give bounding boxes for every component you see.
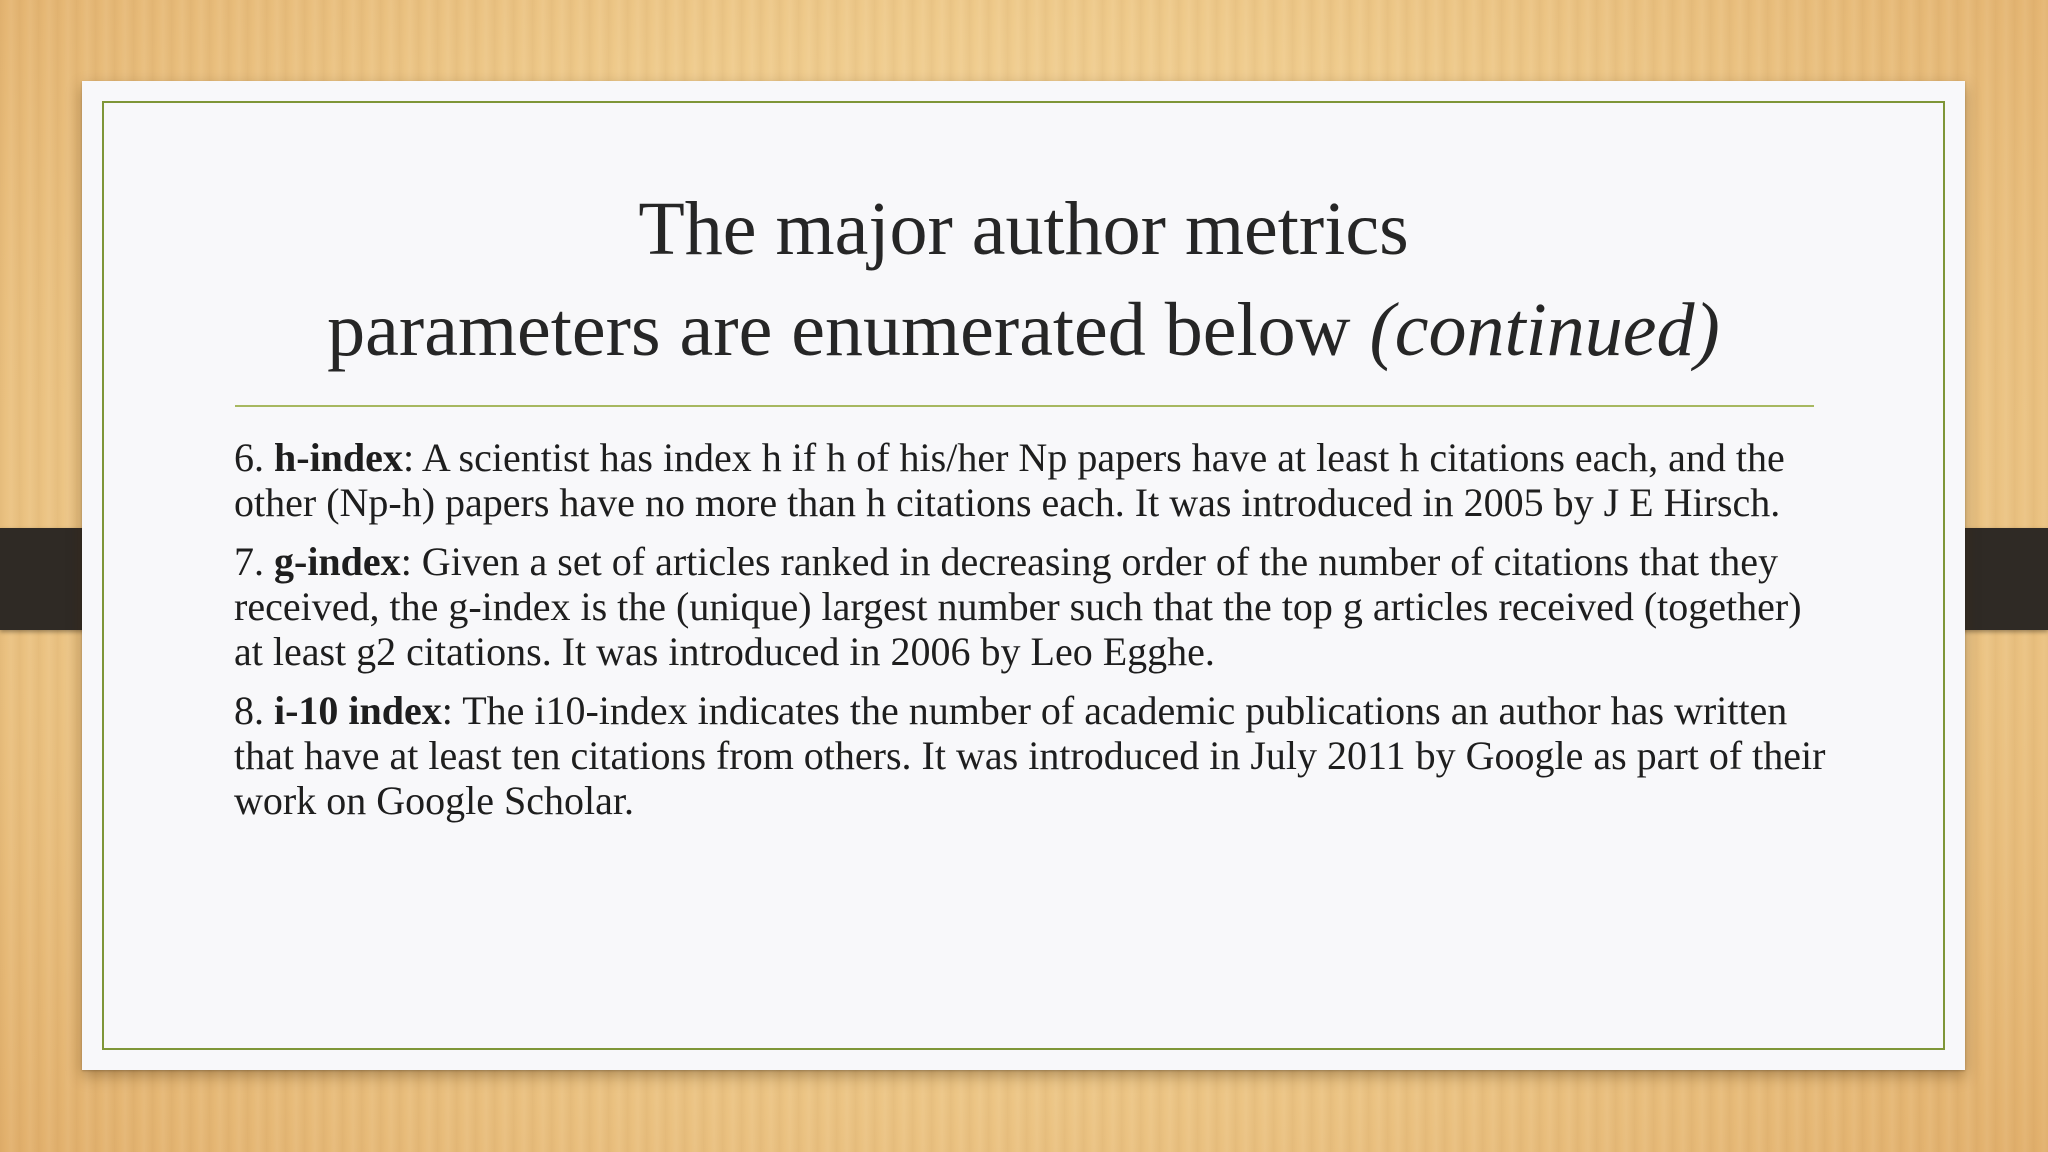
list-item-i10-index	[234, 688, 1834, 823]
item-number: 8.	[234, 688, 264, 733]
list-item-h-index	[234, 435, 1834, 525]
title-suffix: (continued)	[1369, 288, 1720, 372]
title-line-2-text: parameters are enumerated below	[327, 288, 1351, 372]
item-text: : The i10-index indicates the number of academic publications an author has written that have at least ten citations from others. It was introduced in July 2011 by Google as part of their work on Google Scholar.	[234, 688, 1826, 823]
item-text: : A scientist has index h if h of his/her Np papers have at least h citations each, and the other (Np-h) papers have no more than h citations each. It was introduced in 2005 by J E Hirsch.	[234, 435, 1785, 525]
metrics-list	[234, 435, 1834, 837]
item-term: i-10 index	[274, 688, 442, 733]
list-item-g-index	[234, 539, 1834, 674]
title-divider	[235, 405, 1814, 407]
item-term: h-index	[274, 435, 403, 480]
item-text: : Given a set of articles ranked in decreasing order of the number of citations that they received, the g-index is the (unique) largest number such that the top g articles received (together) at least g2 citations. It was introduced in 2006 by Leo Egghe.	[234, 539, 1802, 674]
item-number: 7.	[234, 539, 264, 584]
slide-card	[82, 81, 1965, 1070]
title-line-2	[82, 280, 1965, 381]
title-line-1: The major author metrics	[638, 187, 1409, 271]
item-number: 6.	[234, 435, 264, 480]
slide-title	[82, 179, 1965, 381]
item-term: g-index	[274, 539, 401, 584]
